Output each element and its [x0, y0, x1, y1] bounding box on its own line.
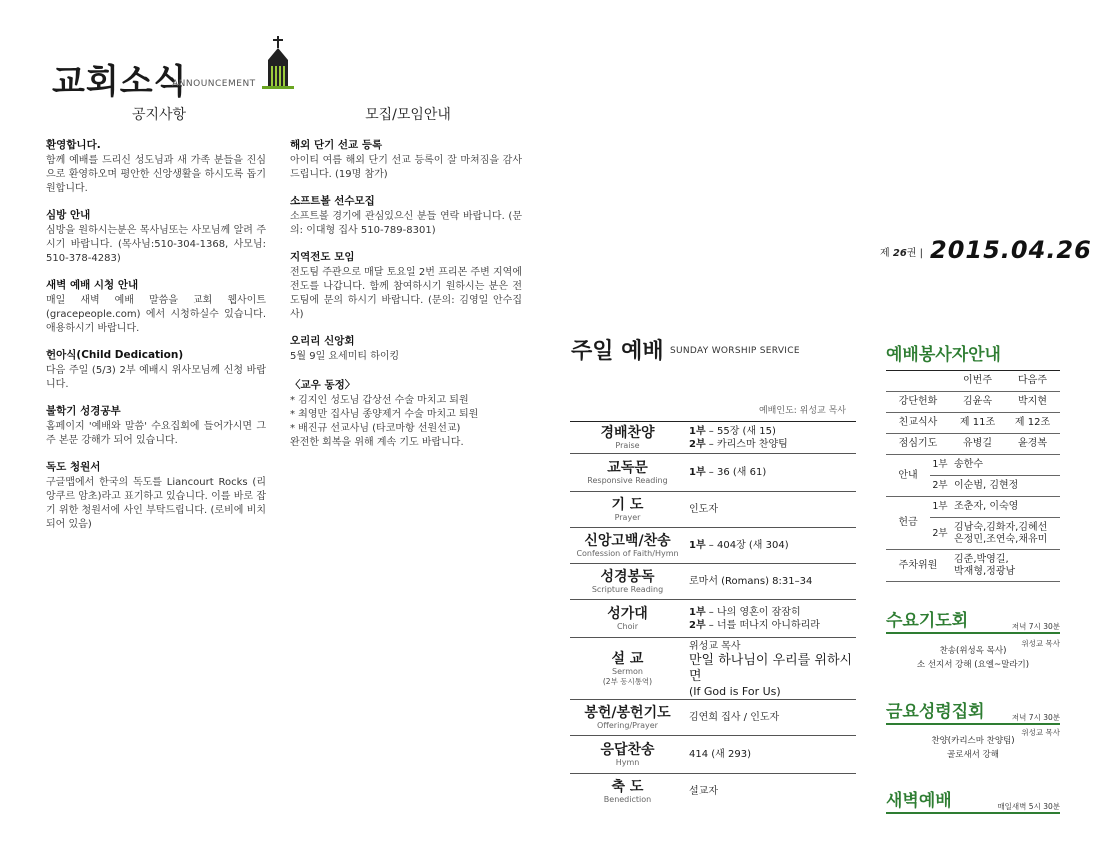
order-en: Confession of Faith/Hymn: [576, 548, 679, 558]
offering-names: 은정민,조연숙,채유미: [954, 533, 1048, 545]
issue-date: 2015.04.26: [930, 236, 1092, 264]
table-row: [886, 392, 1060, 413]
part-text: 로마서 (Romans) 8:31–34: [689, 576, 813, 587]
church-icon: [260, 34, 296, 90]
notice-body: 매일 새벽 예배 말씀을 교회 웹사이트 (gracepeople.com) 에서 시청하실수 있습니다. 애용하시기 바랍니다.: [46, 295, 266, 334]
issue-number: [880, 244, 923, 259]
member-news-line: 완전한 회복을 위해 계속 기도 바랍니다.: [290, 437, 464, 448]
part-label: 1부: [689, 467, 706, 478]
notice-body: 심방을 원하시는분은 목사님또는 사모님께 알려 주시기 바랍니다. (목사님:510-304-1368, 사모님: 510-378-4283): [46, 225, 266, 264]
table-row: [886, 455, 1060, 476]
page-title: 교회소식: [52, 62, 188, 102]
interpretation-note: (2부 동시통역): [602, 676, 653, 686]
notices-column: [46, 138, 266, 532]
recruit-title: 〈교우 동정〉: [290, 379, 356, 391]
recruit-body: 전도팀 주관으로 매달 토요일 2번 프리몬 주변 지역에 전도를 나갑니다. 함께 참여하시기 원하시는 분은 전도팀에 문의 하시기 바랍니다. (문의: 김영일 안수집사): [290, 267, 522, 320]
part-label: 2부: [930, 518, 950, 550]
table-row: [570, 528, 856, 564]
notice-title: 독도 청원서: [46, 461, 101, 473]
notice-title: 환영합니다.: [46, 139, 101, 151]
parking-names: 박재형,정광남: [954, 565, 1016, 577]
preacher: 위성교 목사: [689, 640, 741, 652]
part-text: – 36 (새 61): [705, 467, 767, 478]
wednesday-speaker: 위성교 목사: [1021, 639, 1060, 648]
offering-names: 조춘자, 이숙영: [950, 497, 1060, 518]
part-text: – 나의 영혼이 잠잠히: [705, 606, 801, 618]
notice-title: 심방 안내: [46, 209, 91, 221]
notice-title: 불학기 성경공부: [46, 405, 121, 417]
worship-order-table: [570, 421, 856, 810]
offering-label: 헌금: [886, 497, 930, 550]
notices-heading: 공지사항: [131, 107, 187, 123]
order-en: Sermon: [612, 666, 643, 676]
notice-title: 새벽 예배 시청 안내: [46, 279, 139, 291]
order-ko: 성가대: [607, 605, 648, 622]
recruit-title: 소프트볼 선수모집: [290, 195, 375, 207]
order-en: Hymn: [615, 757, 640, 767]
dawn-header: [886, 786, 1060, 814]
table-row: [570, 638, 856, 700]
wednesday-title: 수요기도회: [886, 611, 969, 631]
recruit-title: 지역전도 모임: [290, 251, 355, 263]
part-label: 1부: [930, 497, 950, 518]
part-text: 김연희 집사 / 인도자: [689, 712, 780, 723]
issue-suffix: 권 |: [906, 248, 923, 259]
server-label: 강단헌화: [886, 392, 950, 413]
table-row: [570, 736, 856, 774]
table-row: [570, 564, 856, 600]
friday-line: 찬양(카리스마 찬양팀): [931, 736, 1015, 746]
order-en: Scripture Reading: [591, 584, 664, 594]
sunday-title: 주일 예배: [571, 339, 664, 364]
order-ko: 경배찬양: [600, 424, 655, 441]
order-ko: 봉헌/봉헌기도: [584, 704, 671, 721]
wednesday-line: 소 선지서 강해 (요엘~말라기): [916, 660, 1030, 670]
server-next: 박지현: [1005, 392, 1060, 413]
recruit-body: 5월 9일 요세미티 하이킹: [290, 351, 400, 362]
server-label: 친교식사: [886, 413, 950, 434]
notice-body: 홈페이지 '예배와 말씀' 수요집회에 들어가시면 그 주 본문 강해가 되어 있습니다.: [46, 421, 266, 446]
server-this: 김윤옥: [950, 392, 1005, 413]
part-label: 2부: [689, 438, 706, 450]
offering-names: 김남숙,김화자,김혜선: [954, 521, 1048, 533]
order-en: Responsive Reading: [587, 475, 668, 485]
recruit-body: 아이티 여름 해외 단기 선교 등록이 잘 마쳐짐을 감사드립니다. (19명 참가): [290, 155, 522, 180]
wednesday-header: [886, 606, 1060, 634]
sunday-title-en: SUNDAY WORSHIP SERVICE: [670, 346, 800, 356]
table-row: [570, 454, 856, 492]
friday-time: 저녁 7시 30분: [1011, 713, 1060, 722]
notice-body: 함께 예배를 드리신 성도님과 새 가족 분들을 진심으로 환영하오며 평안한 신앙생활을 하시도록 돕기 원합니다.: [46, 155, 266, 194]
order-ko: 교독문: [607, 459, 648, 476]
order-en: Prayer: [614, 512, 641, 522]
part-label: 2부: [930, 476, 950, 497]
table-row: [570, 492, 856, 528]
wednesday-time: 저녁 7시 30분: [1011, 622, 1060, 631]
friday-title: 금요성령집회: [886, 702, 985, 722]
part-label: 2부: [689, 619, 706, 631]
page-title-en: ANNOUNCEMENT: [172, 79, 256, 89]
table-row: [886, 497, 1060, 518]
recruit-title: 해외 단기 선교 등록: [290, 139, 383, 151]
part-text: – 55장 (새 15): [705, 425, 776, 437]
order-en: Praise: [615, 440, 640, 450]
order-ko: 설 교: [611, 650, 644, 667]
part-text: – 카리스마 찬양팀: [705, 438, 788, 450]
friday-header: [886, 697, 1060, 725]
part-label: 1부: [930, 455, 950, 476]
table-row: [886, 371, 1060, 392]
order-ko: 축 도: [611, 778, 644, 795]
order-en: Offering/Prayer: [597, 720, 658, 730]
issue-num: 26: [892, 248, 907, 259]
col-this-week: 이번주: [950, 371, 1005, 392]
table-row: [886, 413, 1060, 434]
notice-body: 다음 주일 (5/3) 2부 예배시 위사모님께 신청 바랍니다.: [46, 365, 266, 390]
part-text: 설교자: [689, 786, 718, 798]
part-text: – 404장 (새 304): [705, 540, 789, 551]
servers-table: [886, 370, 1060, 582]
notice-title: 헌아식(Child Dedication): [46, 349, 184, 361]
parking-label: 주차위원: [886, 550, 950, 582]
dawn-title: 새벽예배: [886, 791, 952, 811]
parking-names: 김준,박영길,: [954, 553, 1009, 565]
recruit-heading: 모집/모임안내: [365, 107, 451, 123]
issue-prefix: 제: [880, 248, 890, 259]
notice-body: 구글맵에서 한국의 독도를 Liancourt Rocks (리앙쿠르 암초)라고 표기하고 있습니다. 이를 바로 잡기 위한 청원서에 사인 부탁드립니다. (로비에 비치되어 있음): [46, 477, 266, 530]
friday-line: 골로새서 강해: [947, 750, 999, 760]
part-label: 1부: [689, 425, 706, 437]
part-label: 1부: [689, 540, 706, 551]
order-ko: 신앙고백/찬송: [584, 532, 671, 549]
table-row: [886, 434, 1060, 455]
server-this: 유병길: [950, 434, 1005, 455]
worship-leader: 예배인도: 위성교 목사: [758, 406, 846, 416]
table-row: [570, 774, 856, 810]
col-next-week: 다음주: [1005, 371, 1060, 392]
table-row: [886, 550, 1060, 582]
sermon-title-en: (If God is For Us): [689, 684, 781, 698]
dawn-time: 매일새벽 5시 30분: [997, 802, 1060, 811]
order-ko: 성경봉독: [600, 568, 655, 585]
usher-label: 안내: [886, 455, 930, 497]
wednesday-line: 찬송(위성옥 목사): [939, 646, 1007, 656]
server-label: 점심기도: [886, 434, 950, 455]
part-text: 인도자: [689, 504, 718, 515]
order-en: Benediction: [603, 794, 652, 804]
friday-speaker: 위성교 목사: [1021, 728, 1060, 737]
order-ko: 기 도: [611, 496, 644, 513]
order-en: Choir: [616, 621, 639, 631]
table-row: [570, 700, 856, 736]
part-text: – 너를 떠나지 아니하리라: [705, 619, 820, 631]
server-this: 제 11조: [950, 413, 1005, 434]
recruit-column: [290, 138, 522, 450]
sermon-title: 만일 하나님이 우리를 위하시면: [689, 652, 853, 684]
member-news-line: * 최영만 집사님 종양제거 수술 마치고 퇴원: [290, 409, 479, 420]
usher-names: 송한수: [950, 455, 1060, 476]
recruit-title: 오리리 신앙회: [290, 335, 355, 347]
table-row: [570, 600, 856, 638]
server-next: 제 12조: [1005, 413, 1060, 434]
table-row: [570, 422, 856, 454]
part-text: 414 (새 293): [689, 749, 751, 760]
member-news-line: * 김지인 성도님 갑상선 수술 마치고 퇴원: [290, 395, 469, 406]
usher-names: 이순범, 김현정: [950, 476, 1060, 497]
part-label: 1부: [689, 606, 706, 618]
recruit-body: 소프트볼 경기에 관심있으신 분들 연락 바랍니다. (문의: 이대형 집사 510-789-8301): [290, 211, 522, 236]
member-news-line: * 배진규 선교사님 (타코마항 선원선교): [290, 423, 461, 434]
server-next: 윤경복: [1005, 434, 1060, 455]
order-ko: 응답찬송: [600, 741, 655, 758]
servers-title: 예배봉사자안내: [886, 345, 1001, 365]
